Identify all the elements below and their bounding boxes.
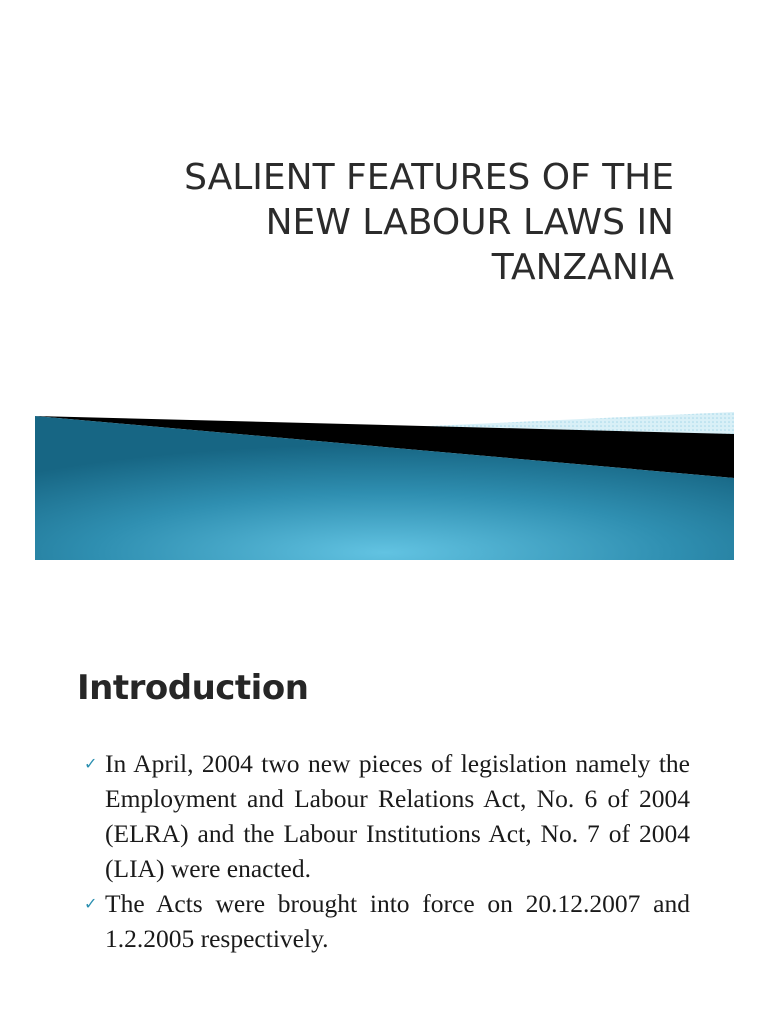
checkmark-icon: ✓ [84,754,98,773]
decorative-banner [35,412,734,560]
list-item [84,886,690,956]
title-line: SALIENT FEATURES OF THE [184,157,674,198]
title-line: NEW LABOUR LAWS IN [265,202,674,243]
bullet-list [84,746,690,956]
checkmark-icon: ✓ [84,894,98,913]
title-line: TANZANIA [491,247,674,288]
section-heading: Introduction [77,668,309,708]
list-item [84,746,690,886]
bullet-text: In April, 2004 two new pieces of legislation namely the Employment and Labour Relations Act, No. 6 of 2004 (ELRA) and the Labour Institutions Act, No. 7 of 2004 (LIA) were enacted. [105,749,690,883]
introduction-slide [0,600,768,1024]
bullet-text: The Acts were brought into force on 20.12.2007 and 1.2.2005 respectively. [105,889,690,953]
slide-title [94,155,674,290]
